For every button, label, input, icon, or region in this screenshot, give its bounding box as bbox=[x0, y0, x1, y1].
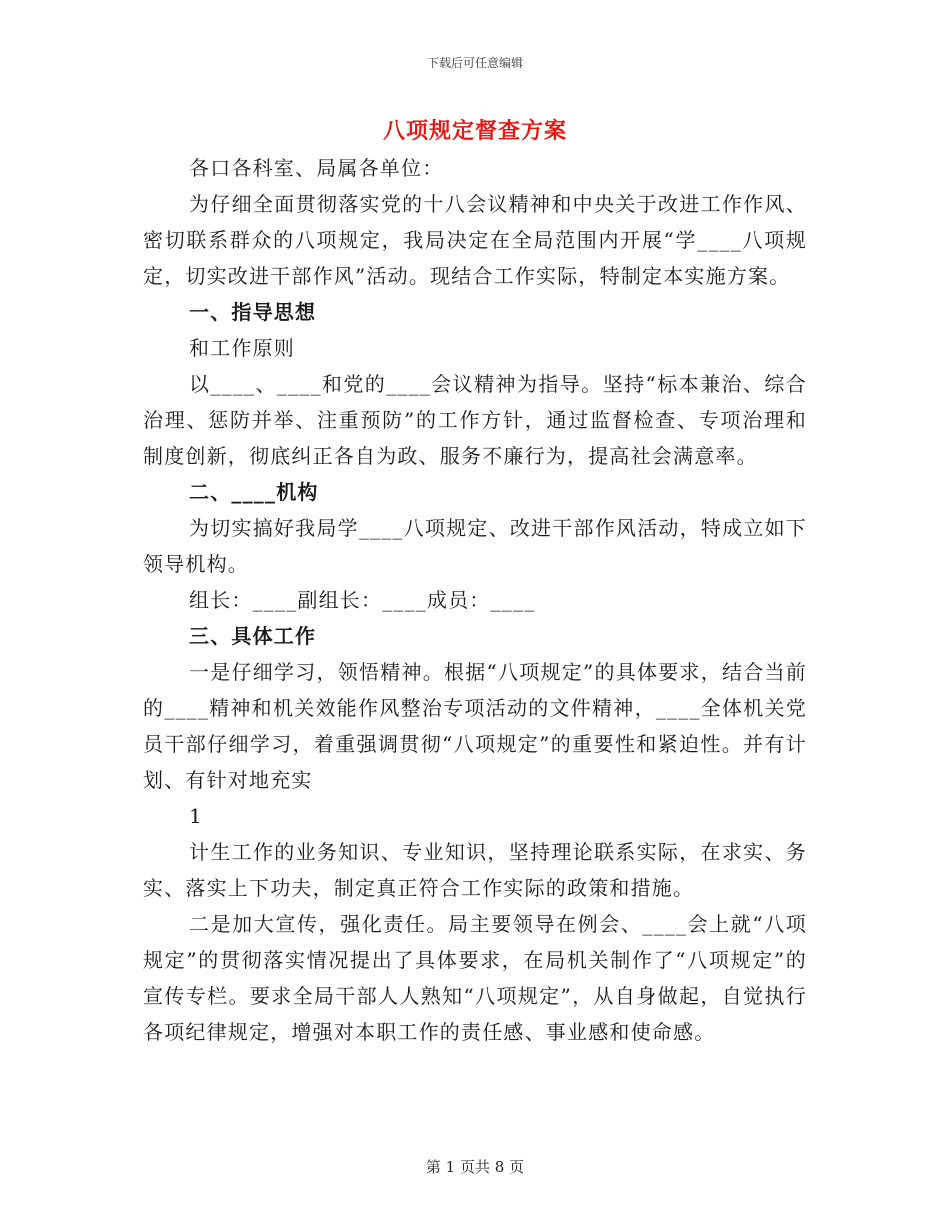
guiding-paragraph: 以____、____和党的____会议精神为指导。坚持“标本兼治、综合治理、惩防并举、注重预防”的工作方针，通过监督检查、专项治理和制度创新，彻底纠正各自为政、服务不廉行为，提高社会满意率。 bbox=[143, 372, 807, 468]
intro-paragraph: 为仔细全面贯彻落实党的十八会议精神和中央关于改进工作作风、密切联系群众的八项规定，我局决定在全局范围内开展“学____八项规定，切实改进干部作风”活动。现结合工作实际，特制定本实施方案。 bbox=[143, 192, 807, 288]
header-note: 下载后可任意编辑 bbox=[426, 56, 523, 70]
section-heading-1: 一、指导思想 bbox=[189, 300, 317, 324]
members-line: 组长：____副组长：____成员：____ bbox=[189, 588, 536, 612]
work-paragraph-1-cont: 计生工作的业务知识、专业知识，坚持理论联系实际，在求实、务实、落实上下功夫，制定真正符合工作实际的政策和措施。 bbox=[143, 840, 807, 900]
section-heading-2: 二、____机构 bbox=[189, 480, 319, 504]
document-title: 八项规定督查方案 bbox=[382, 118, 567, 144]
organization-paragraph: 为切实搞好我局学____八项规定、改进干部作风活动，特成立如下领导机构。 bbox=[143, 516, 807, 576]
work-paragraph-2: 二是加大宣传，强化责任。局主要领导在例会、____会上就“八项规定”的贯彻落实情况提出了具体要求，在局机关制作了“八项规定”的宣传专栏。要求全局干部人人熟知“八项规定”，从自身做起，自觉执行各项纪律规定，增强对本职工作的责任感、事业感和使命感。 bbox=[143, 912, 807, 1044]
work-paragraph-1: 一是仔细学习，领悟精神。根据“八项规定”的具体要求，结合当前的____精神和机关效能作风整治专项活动的文件精神，____全体机关党员干部仔细学习，着重强调贯彻“八项规定”的重要性和紧迫性。并有计划、有针对地充实 bbox=[143, 660, 807, 792]
inline-number: 1 bbox=[189, 804, 203, 828]
salutation: 各口各科室、局属各单位： bbox=[189, 156, 444, 180]
page-footer: 第 1 页共 8 页 bbox=[425, 1158, 525, 1176]
section-heading-3: 三、具体工作 bbox=[189, 624, 317, 648]
document-body bbox=[143, 150, 807, 1050]
section-subheading: 和工作原则 bbox=[189, 336, 295, 360]
